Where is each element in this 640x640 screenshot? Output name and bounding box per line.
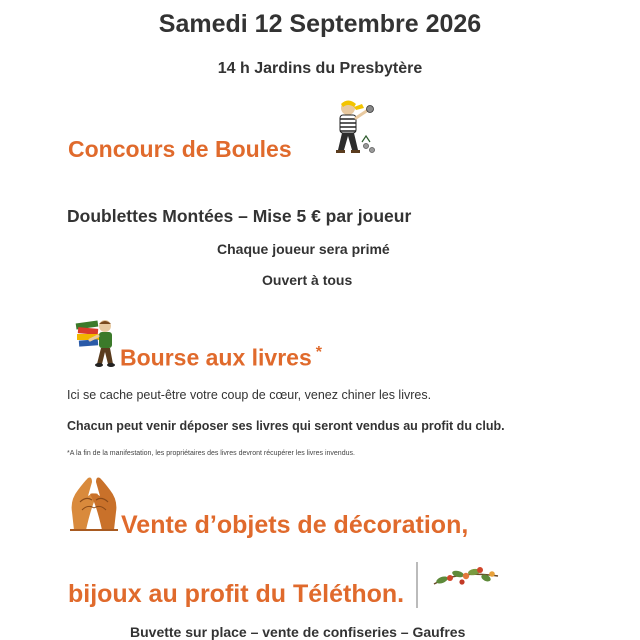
- vente-line-1: Vente d’objets de décoration,: [121, 511, 469, 539]
- flower-branch-icon: [414, 556, 504, 612]
- petanque-player-icon: [328, 98, 378, 160]
- event-date: Samedi 12 Septembre 2026: [158, 10, 482, 38]
- bourse-title-text: Bourse aux livres: [120, 344, 312, 371]
- bourse-title-star: *: [315, 344, 322, 361]
- bourse-coeur-line: Ici se cache peut-être votre coup de cœur, venez chiner les livres.: [67, 388, 432, 402]
- bourse-chacun-line: Chacun peut venir déposer ses livres qui seront vendus au profit du club.: [67, 419, 505, 433]
- bourse-title: [120, 344, 322, 372]
- vente-line-2: bijoux au profit du Téléthon.: [68, 580, 405, 608]
- doublettes-line: Doublettes Montées – Mise 5 € par joueur: [67, 206, 412, 226]
- event-place: 14 h Jardins du Presbytère: [217, 60, 423, 77]
- book-stack-person-icon: [72, 318, 122, 370]
- prime-line: Chaque joueur sera primé: [217, 241, 390, 257]
- bourse-footnote: *A la fin de la manifestation, les propriétaires des livres devront récupérer les livres invendus.: [67, 450, 355, 457]
- buvette-line: Buvette sur place – vente de confiseries – Gaufres: [130, 624, 466, 640]
- boules-title: Concours de Boules: [68, 136, 292, 162]
- ouvert-line: Ouvert à tous: [262, 272, 353, 288]
- praying-hands-icon: [64, 472, 124, 534]
